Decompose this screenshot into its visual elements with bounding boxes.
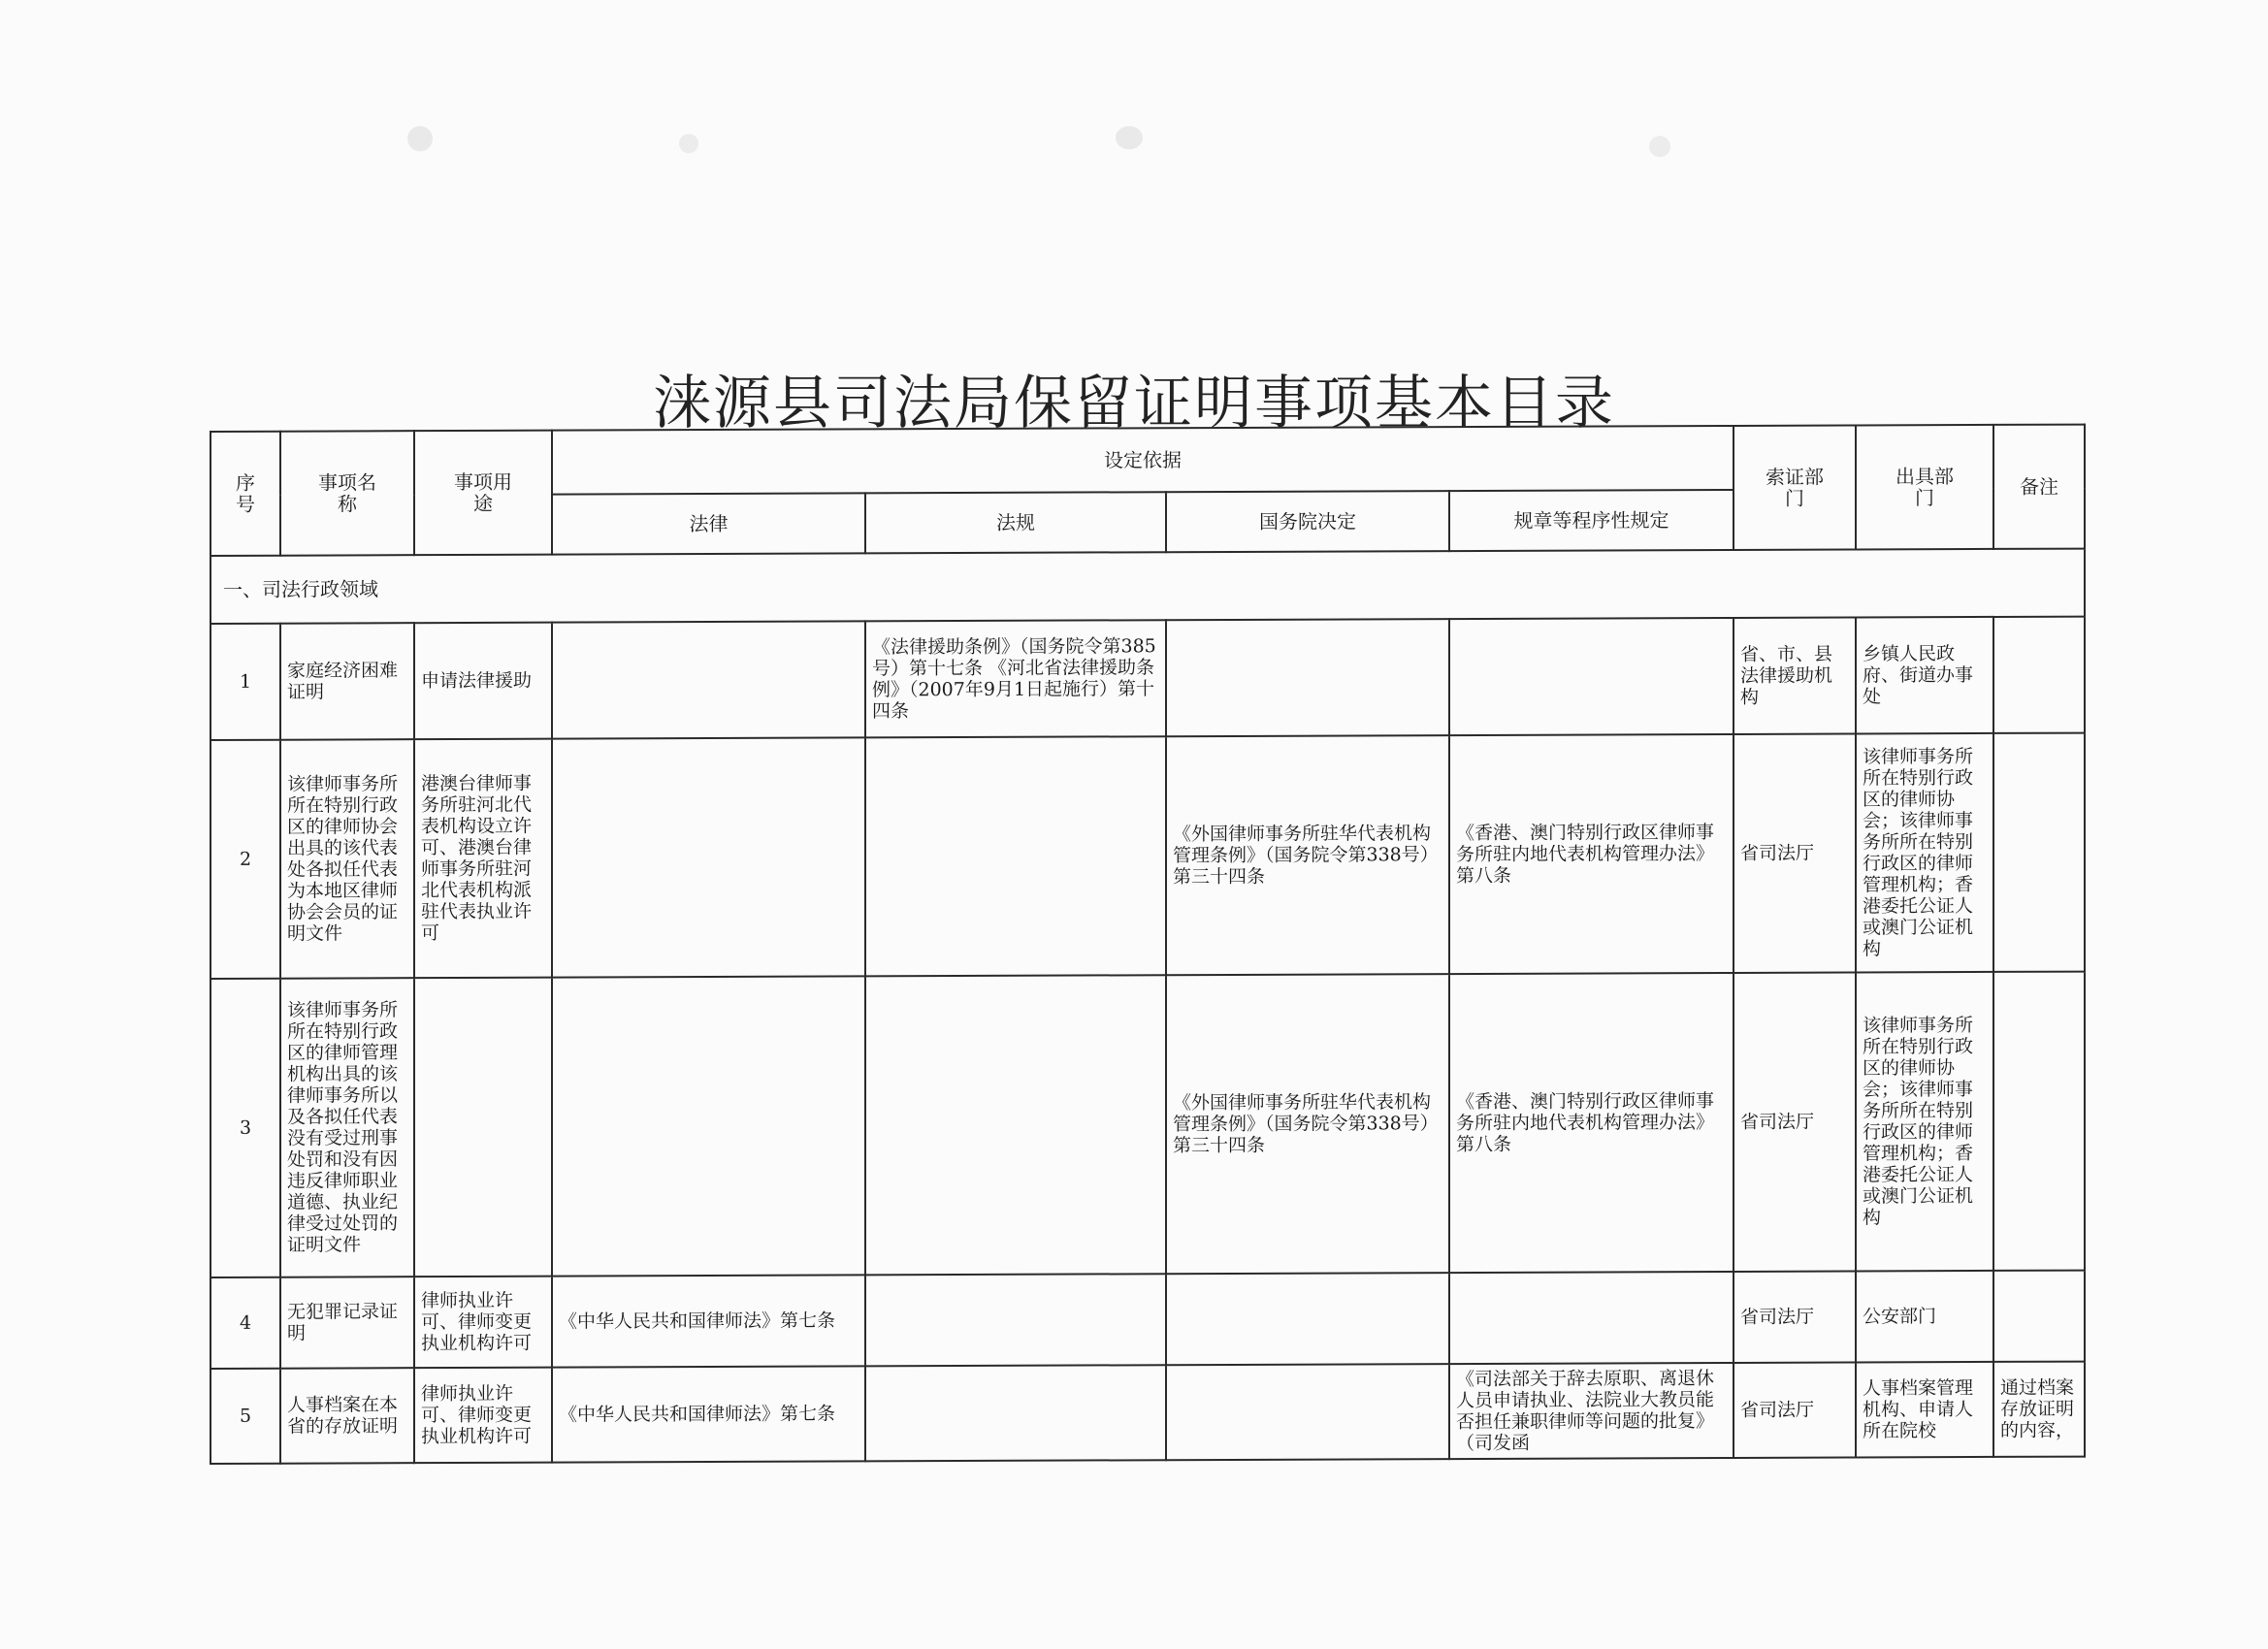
row-remark	[1993, 617, 2085, 733]
row-name: 该律师事务所所在特别行政区的律师协会出具的该代表处各拟任代表为本地区律师协会会员的证明文件	[280, 739, 414, 979]
row-request-dept: 省、市、县法律援助机构	[1733, 617, 1856, 733]
row-name: 家庭经济困难证明	[280, 623, 414, 740]
row-regulation	[865, 1274, 1166, 1366]
row-regulation: 《法律援助条例》（国务院令第385号）第十七条 《河北省法律援助条例》（2007年9月1日起施行）第十四条	[865, 620, 1166, 737]
scan-speck	[1649, 136, 1670, 157]
row-rules	[1449, 1272, 1733, 1364]
row-regulation	[865, 736, 1166, 976]
row-law: 《中华人民共和国律师法》第七条	[552, 1275, 865, 1367]
header-remark: 备注	[1993, 425, 2085, 549]
row-issue-dept: 公安部门	[1856, 1271, 1993, 1363]
header-purpose: 事项用途	[414, 431, 552, 556]
row-rules: 《香港、澳门特别行政区律师事务所驻内地代表机构管理办法》第八条	[1449, 973, 1733, 1273]
row-no: 2	[211, 740, 280, 979]
row-state-council	[1166, 619, 1449, 736]
row-no: 1	[211, 624, 280, 740]
row-rules: 《司法部关于辞去原职、离退休人员申请执业、法院业大教员能否担任兼职律师等问题的批复》（司发函	[1449, 1363, 1733, 1459]
row-state-council: 《外国律师事务所驻华代表机构管理条例》（国务院令第338号）第三十四条	[1166, 735, 1449, 975]
row-law: 《中华人民共和国律师法》第七条	[552, 1366, 865, 1462]
row-law	[552, 737, 865, 977]
row-issue-dept: 乡镇人民政府、街道办事处	[1856, 617, 1993, 734]
table-row	[211, 733, 2085, 979]
table-row	[211, 1271, 2085, 1369]
header-request-dept: 索证部门	[1733, 425, 1856, 549]
row-purpose	[414, 978, 552, 1277]
row-remark	[1993, 972, 2085, 1271]
row-no: 3	[211, 979, 280, 1277]
table-row	[211, 617, 2085, 740]
row-request-dept: 省司法厅	[1733, 1271, 1856, 1362]
scan-speck	[679, 134, 698, 153]
row-rules	[1449, 618, 1733, 735]
row-state-council: 《外国律师事务所驻华代表机构管理条例》（国务院令第338号）第三十四条	[1166, 974, 1449, 1274]
header-state-council: 国务院决定	[1166, 491, 1449, 552]
row-state-council	[1166, 1364, 1449, 1460]
row-issue-dept: 该律师事务所所在特别行政区的律师协会；该律师事务所所在特别行政区的律师管理机构；香港委托公证人或澳门公证机构	[1856, 733, 1993, 973]
row-state-council	[1166, 1273, 1449, 1365]
page-title: 涞源县司法局保留证明事项基本目录	[653, 370, 1615, 437]
header-regulation: 法规	[865, 492, 1166, 553]
row-no: 4	[211, 1277, 280, 1369]
row-rules: 《香港、澳门特别行政区律师事务所驻内地代表机构管理办法》第八条	[1449, 734, 1733, 974]
table-row	[211, 972, 2085, 1277]
row-request-dept: 省司法厅	[1733, 972, 1856, 1271]
row-remark	[1993, 1271, 2085, 1362]
header-rules: 规章等程序性规定	[1449, 490, 1733, 551]
scan-speck	[407, 126, 433, 151]
row-issue-dept: 该律师事务所所在特别行政区的律师协会；该律师事务所所在特别行政区的律师管理机构；香港委托公证人或澳门公证机构	[1856, 972, 1993, 1272]
header-basis: 设定依据	[552, 426, 1733, 495]
scan-speck	[1116, 126, 1143, 149]
row-law	[552, 976, 865, 1276]
header-issue-dept: 出具部门	[1856, 425, 1993, 550]
header-no: 序号	[211, 432, 280, 556]
row-remark: 通过档案存放证明的内容，	[1993, 1362, 2085, 1457]
row-no: 5	[211, 1369, 280, 1464]
row-purpose: 申请法律援助	[414, 623, 552, 740]
row-issue-dept: 人事档案管理机构、申请人所在院校	[1856, 1362, 1993, 1458]
row-name: 该律师事务所所在特别行政区的律师管理机构出具的该律师事务所以及各拟任代表没有受过刑事处罚和没有因违反律师职业道德、执业纪律受过处罚的证明文件	[280, 978, 414, 1277]
section-title: 一、司法行政领域	[211, 549, 2085, 624]
row-name: 无犯罪记录证明	[280, 1277, 414, 1369]
row-remark	[1993, 733, 2085, 972]
header-law: 法律	[552, 493, 865, 554]
header-name: 事项名称	[280, 431, 414, 556]
row-name: 人事档案在本省的存放证明	[280, 1368, 414, 1464]
section-row	[211, 549, 2085, 624]
table-row	[211, 1362, 2085, 1464]
row-purpose: 港澳台律师事务所驻河北代表机构设立许可、港澳台律师事务所驻河北代表机构派驻代表执业许可	[414, 739, 552, 979]
row-purpose: 律师执业许可、律师变更执业机构许可	[414, 1277, 552, 1369]
row-regulation	[865, 1365, 1166, 1461]
row-request-dept: 省司法厅	[1733, 733, 1856, 972]
row-request-dept: 省司法厅	[1733, 1362, 1856, 1457]
row-purpose: 律师执业许可、律师变更执业机构许可	[414, 1368, 552, 1464]
row-regulation	[865, 975, 1166, 1275]
row-law	[552, 621, 865, 738]
header-row-1	[211, 425, 2085, 496]
catalog-table	[210, 424, 2086, 1465]
